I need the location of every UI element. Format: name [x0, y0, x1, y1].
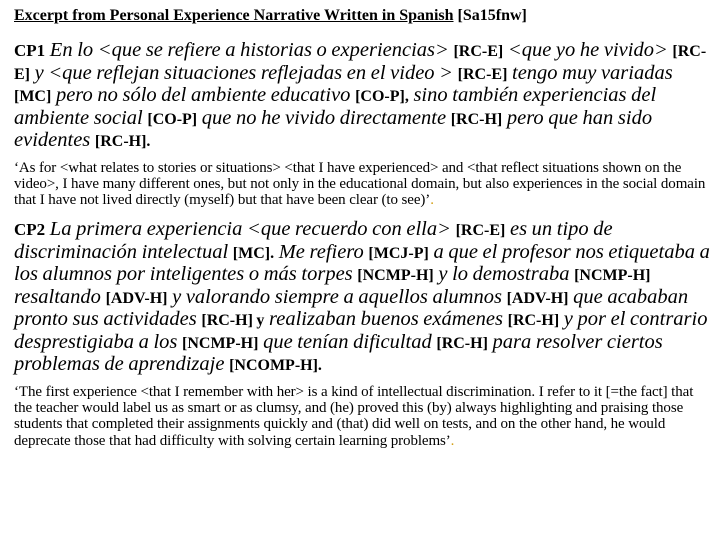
annotation-tag: [CO-P] [147, 110, 198, 128]
annotation-tag: [RC-E] [14, 43, 707, 83]
narrative-text: que no he vivido directamente [197, 106, 451, 129]
annotation-tag: [RC-H] [436, 334, 488, 352]
annotation-tag: [RC-E] [453, 43, 504, 60]
annotation-tag: [ADV-H] [105, 289, 168, 307]
narrative-text: es un tipo de discriminación intelectual [14, 218, 613, 263]
cp2-translation-text: ‘The first experience <that I remember with her> is a kind of intellectual discrimination. I refer to it [=the fact] that the teacher would label us as smart or as clumsy, and (he) proved this (by) always highlighting and praising those students that completed their assignments quickly and (that) did well on tests, and on the other hand, he would deprecate those that had difficulty with solving certain learning problems’ [14, 383, 694, 449]
narrative-text: pero que han sido evidentes [14, 106, 653, 151]
narrative-text: resaltando [14, 285, 106, 308]
narrative-text: La primera experiencia <que recuerdo con ella> [45, 218, 456, 241]
cp1-translation [14, 160, 712, 209]
annotation-tag: [MC]. [232, 244, 275, 262]
narrative-text: <que yo he vivido> [503, 39, 673, 61]
annotation-tag: [RC-H] y [201, 312, 265, 330]
cp2-translation-end: . [450, 432, 455, 449]
cp1-segments [14, 39, 706, 151]
narrative-text: que tenían dificultad [258, 330, 437, 353]
narrative-text: y <que reflejan situaciones reflejadas en el video > [30, 61, 458, 84]
annotation-tag: [NCMP-H] [574, 267, 651, 285]
annotation-tag: [MCJ-P] [368, 244, 429, 262]
cp1-translation-end: . [430, 192, 434, 209]
annotation-tag: [ADV-H] [506, 289, 569, 307]
narrative-text: que acababan pronto sus actividades [14, 285, 689, 331]
annotation-tag: [CO-P], [355, 88, 409, 105]
narrative-text: y por el contrario desprestigiaba a los [14, 308, 708, 353]
annotation-tag: [RC-E] [457, 65, 508, 83]
cp1-label: CP1 [14, 41, 46, 60]
narrative-text: pero no sólo del ambiente educativo [51, 84, 356, 106]
narrative-text: y valorando siempre a aquellos alumnos [167, 285, 507, 308]
narrative-text: para resolver ciertos problemas de aprendizaje [14, 330, 663, 376]
annotation-tag: [NCMP-H] [357, 267, 434, 285]
cp2-spanish-paragraph [14, 219, 712, 377]
excerpt-page [12, 6, 712, 460]
narrative-text: tengo muy variadas [507, 61, 673, 84]
annotation-tag: [NCOMP-H]. [229, 357, 322, 375]
narrative-text: a que el profesor nos etiquetaba a los alumnos por inteligentes o más torpes [14, 240, 710, 286]
narrative-text: realizaban buenos exámenes [264, 308, 508, 331]
annotation-tag: [NCMP-H] [182, 334, 259, 352]
excerpt-heading [14, 6, 712, 26]
annotation-tag: [RC-H] [507, 312, 560, 330]
annotation-tag: [RC-H] [450, 110, 503, 128]
narrative-text: y lo demostraba [433, 263, 575, 286]
heading-title: Excerpt from Personal Experience Narrative Written in Spanish [14, 7, 454, 24]
cp2-translation [14, 384, 712, 449]
annotation-tag: [RC-E] [455, 222, 506, 240]
annotation-tag: [RC-H]. [94, 133, 151, 150]
cp1-translation-text: ‘As for <what relates to stories or situations> <that I have experienced> and <that reflect situations shown on the video>, I have many different ones, but not only in the educational domain, but also experiences in the social domain that I have not lived directly (myself) but that have been clear (to see)’ [14, 159, 706, 209]
narrative-text: Me refiero [274, 240, 369, 263]
annotation-tag: [MC] [14, 88, 52, 105]
cp2-label: CP2 [14, 220, 46, 240]
heading-code: [Sa15fnw] [457, 7, 527, 24]
cp1-spanish-paragraph [14, 40, 712, 153]
cp2-segments [14, 218, 710, 375]
narrative-text: sino también experiencias del ambiente social [14, 84, 657, 129]
narrative-text: En lo <que se refiere a historias o experiencias> [45, 39, 454, 61]
